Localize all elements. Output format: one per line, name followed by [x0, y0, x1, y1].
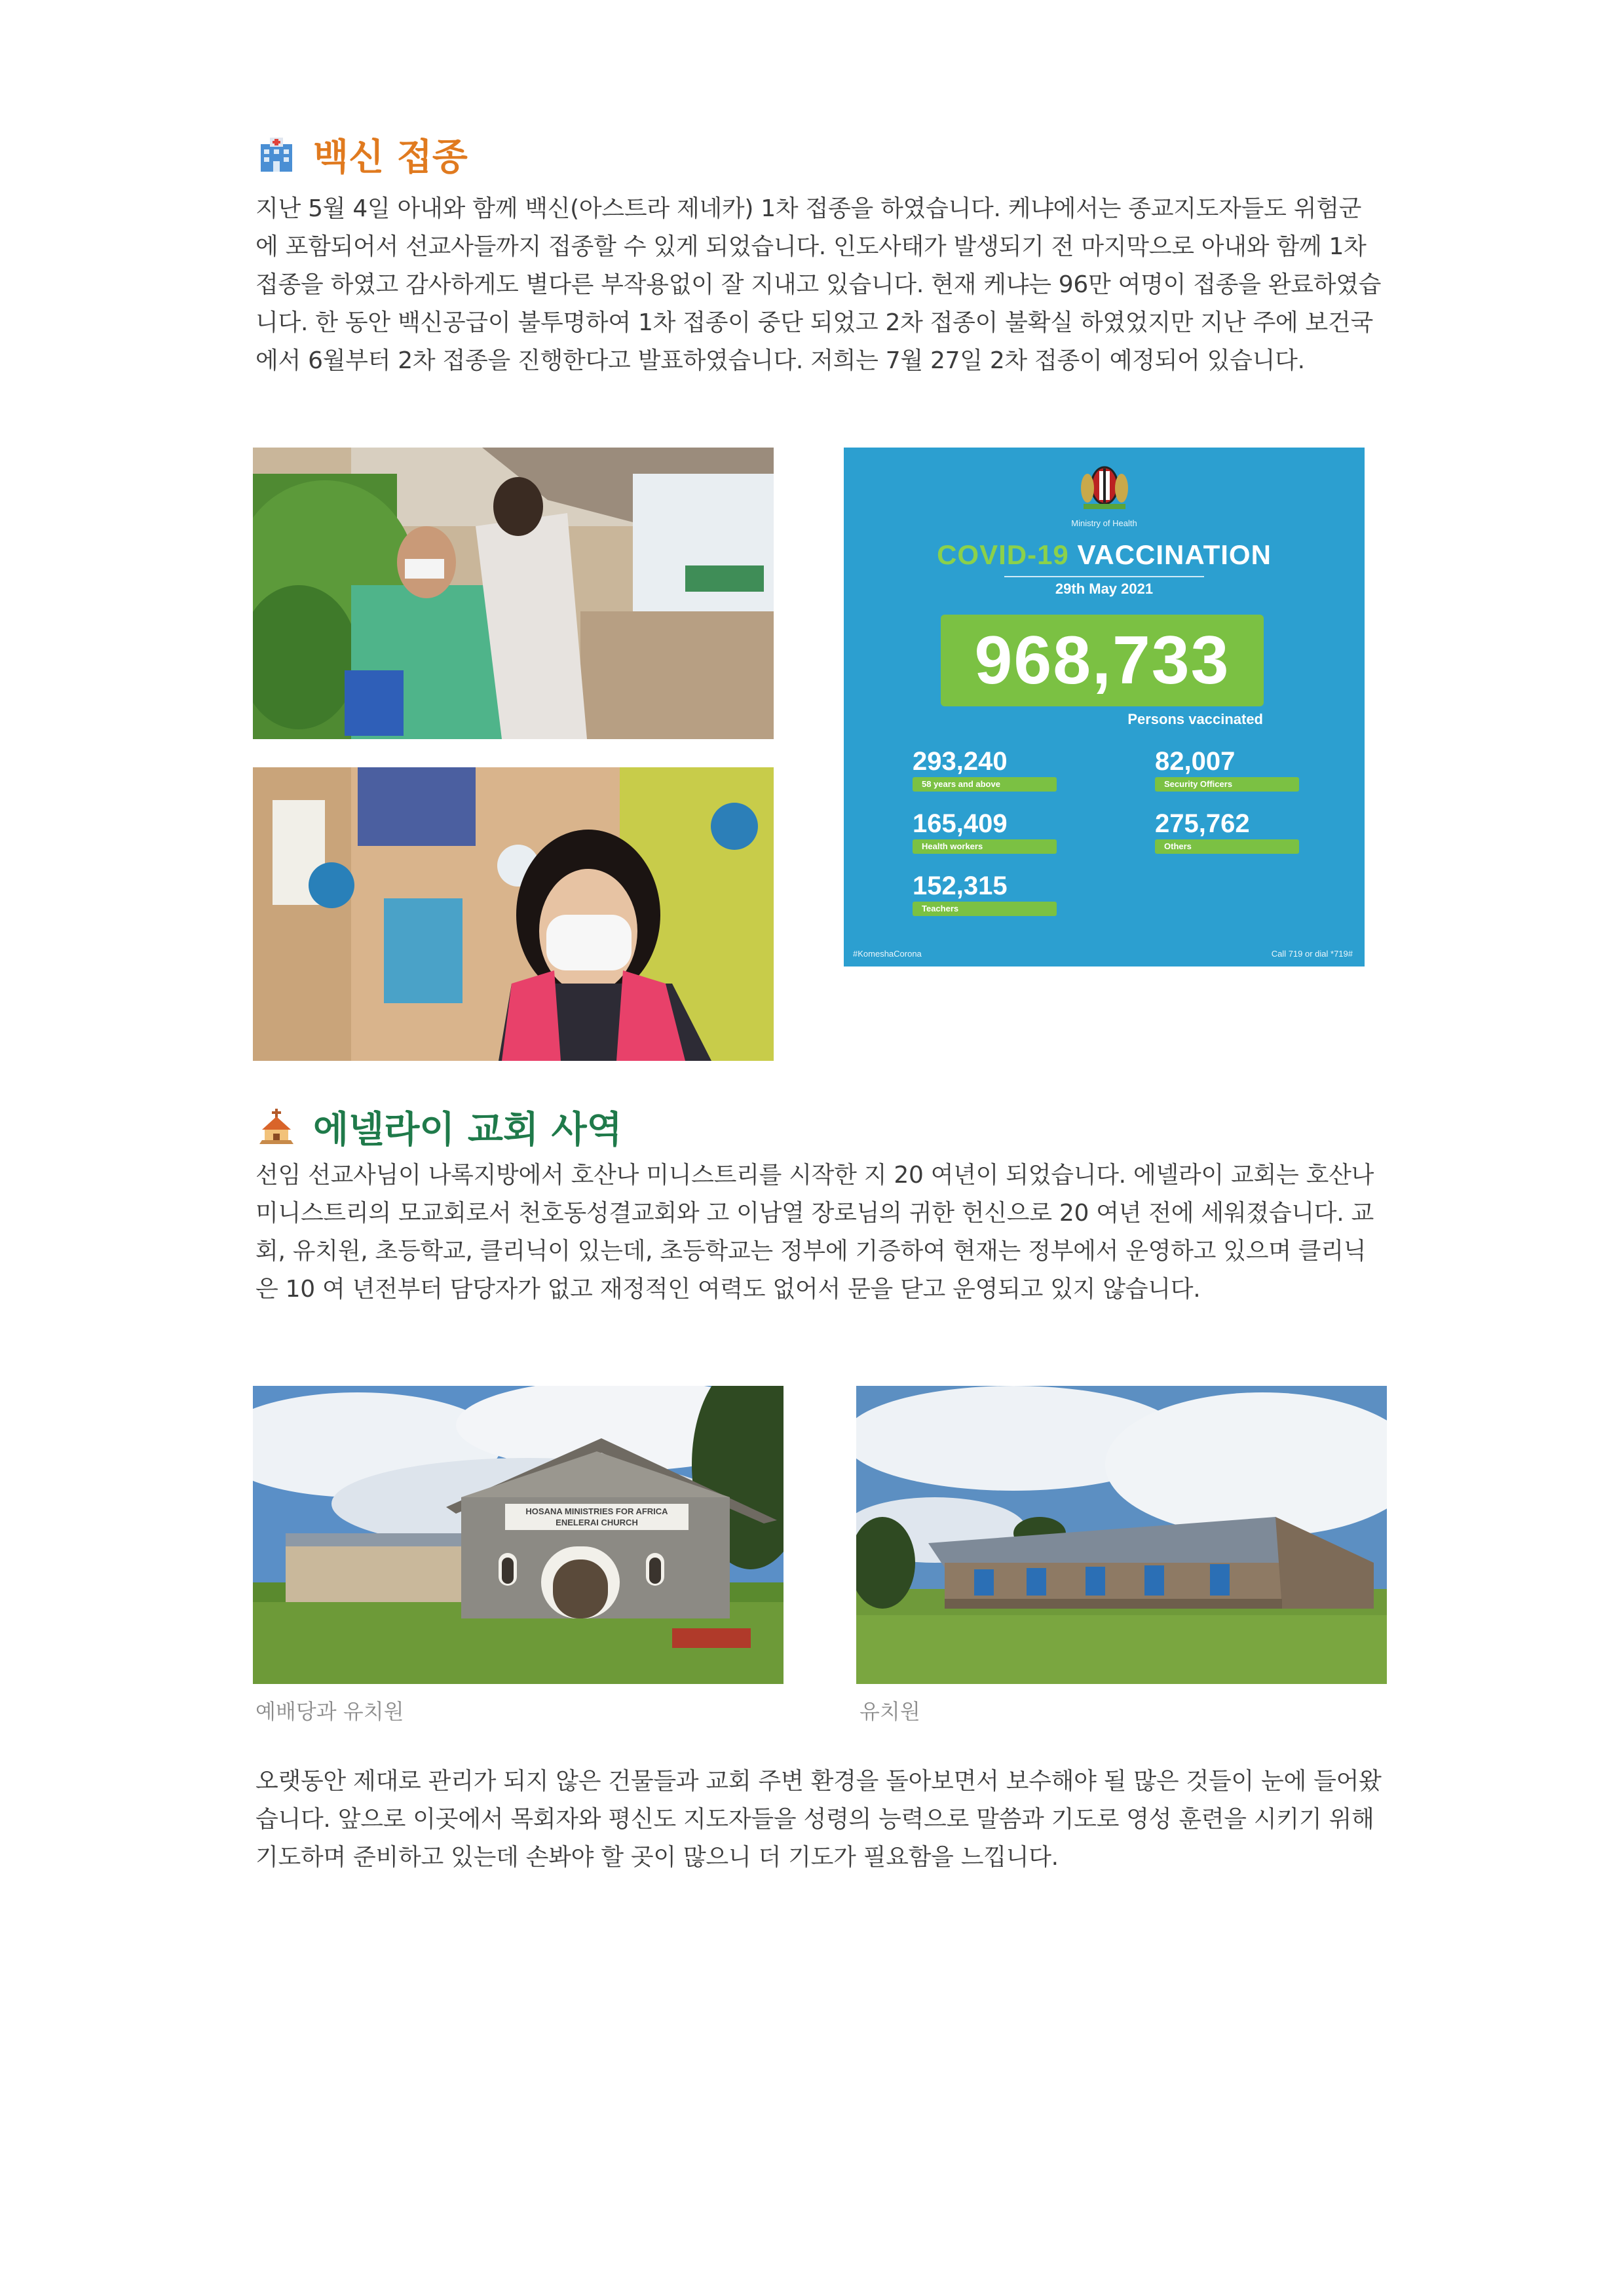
coat-of-arms-icon — [1080, 459, 1129, 512]
stat-health-workers — [913, 808, 1057, 854]
infographic-title — [844, 539, 1365, 571]
vaccination-label: VACCINATION — [1077, 539, 1272, 570]
title-divider — [1004, 576, 1204, 577]
svg-text:HOSANA MINISTRIES FOR AFRICA: HOSANA MINISTRIES FOR AFRICA — [525, 1506, 668, 1516]
ministry-label: Ministry of Health — [1071, 518, 1137, 528]
stat-value: 152,315 — [913, 871, 1008, 900]
section-title: 에넬라이 교회 사역 — [313, 1109, 622, 1151]
closing-paragraph: 오랫동안 제대로 관리가 되지 않은 건물들과 교회 주변 환경을 돌아보면서 보수해야 될 많은 것들이 눈에 들어왔습니다. 앞으로 이곳에서 목회자와 평신도 지도자들을 성령의 능력으로 말씀과 기도로 영성 훈련을 시키기 위해 기도하며 준비하고 있는데 손봐야 할 곳이 많으니 더 기도가 필요함을 느낍니다. — [255, 1768, 1382, 1871]
church-photo — [253, 1386, 784, 1684]
stat-teachers — [913, 870, 1057, 916]
stat-value: 165,409 — [913, 809, 1008, 838]
stat-58-and-above — [913, 746, 1057, 792]
total-vaccinated-label: Persons vaccinated — [1127, 711, 1263, 727]
stat-label: Teachers — [913, 902, 1057, 916]
hospital-icon — [257, 135, 296, 174]
section-heading-vaccination — [257, 128, 468, 181]
hotline: Call 719 or dial *719# — [1271, 949, 1353, 959]
svg-text:ENELERAI CHURCH: ENELERAI CHURCH — [556, 1518, 638, 1527]
stat-value: 275,762 — [1155, 809, 1250, 838]
stat-label: 58 years and above — [913, 777, 1057, 792]
section-title: 백신 접종 — [313, 136, 468, 179]
church-paragraph: 선임 선교사님이 나록지방에서 호산나 미니스트리를 시작한 지 20 여년이 되었습니다. 에넬라이 교회는 호산나 미니스트리의 모교회로서 천호동성결교회와 고 이남열 장로님의 귀한 헌신으로 20 여년 전에 세워졌습니다. 교회, 유치원, 초등학교, 클리닉이 있는데, 초등학교는 정부에 기증하여 현재는 정부에서 운영하고 있으며 클리닉은 10 여 년전부터 담당자가 없고 재정적인 여력도 없어서 문을 닫고 운영되고 있지 않습니다. — [255, 1162, 1374, 1303]
vaccination-paragraph: 지난 5월 4일 아내와 함께 백신(아스트라 제네카) 1차 접종을 하였습니다. 케냐에서는 종교지도자들도 위험군에 포함되어서 선교사들까지 접종할 수 있게 되었습니다. 인도사태가 발생되기 전 마지막으로 아내와 함께 1차 접종을 하였고 감사하게도 별다른 부작용없이 잘 지내고 있습니다. 현재 케냐는 96만 여명이 접종을 완료하였습니다. 한 동안 백신공급이 불투명하여 1차 접종이 중단 되었고 2차 접종이 불확실 하였었지만 지난 주에 보건국에서 6월부터 2차 접종을 진행한다고 발표하였습니다. 저희는 7월 27일 2차 접종이 예정되어 있습니다. — [255, 195, 1382, 374]
church-icon — [257, 1107, 296, 1147]
masked-woman-photo — [253, 767, 774, 1061]
hashtag: #KomeshaCorona — [853, 949, 922, 959]
stat-label: Security Officers — [1155, 777, 1299, 792]
stat-label: Others — [1155, 839, 1299, 854]
covid-label: COVID-19 — [937, 539, 1069, 570]
kindergarten-photo — [856, 1386, 1387, 1684]
stat-value: 82,007 — [1155, 747, 1236, 776]
kindergarten-photo-caption: 유치원 — [859, 1699, 920, 1724]
stat-value: 293,240 — [913, 747, 1008, 776]
infographic-date: 29th May 2021 — [1055, 581, 1154, 597]
stat-security-officers — [1155, 746, 1299, 792]
stat-label: Health workers — [913, 839, 1057, 854]
vaccination-photo — [253, 448, 774, 739]
vaccination-infographic — [844, 448, 1365, 966]
total-vaccinated-number: 968,733 — [941, 615, 1264, 706]
section-heading-church — [257, 1101, 622, 1153]
church-photo-caption: 예배당과 유치원 — [255, 1699, 404, 1724]
stat-others — [1155, 808, 1299, 854]
